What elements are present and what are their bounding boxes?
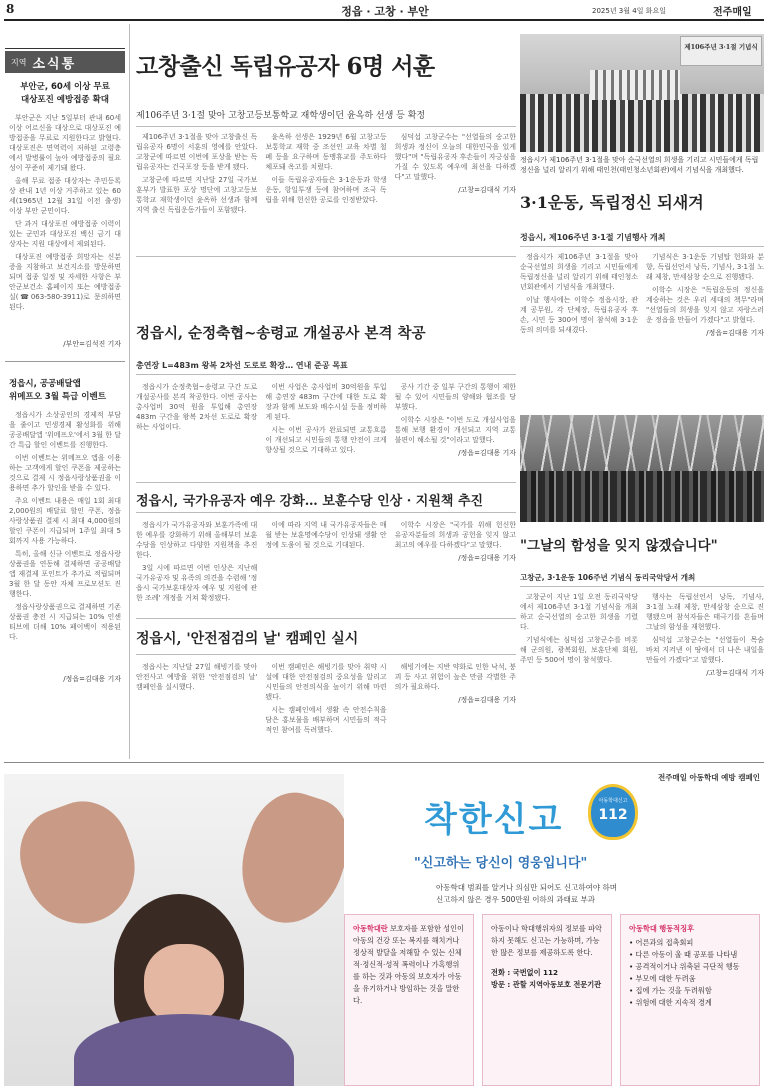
column-divider <box>136 618 516 619</box>
article4-paragraph: 이에 따라 지역 내 국가유공자들은 매월 받는 보훈명예수당이 인상돼 생활 안정에 도움이 될 것으로 기대된다. <box>265 521 387 549</box>
box2-visit: 방문 : 관할 지역아동보호 전문기관 <box>491 980 602 989</box>
ad-campaign-label: 전주매일 아동학대 예방 캠페인 <box>657 773 760 782</box>
sidebar-title-box <box>5 51 125 73</box>
audience-row <box>520 94 764 152</box>
article2-subhead-rule <box>520 246 764 247</box>
article6-subhead: 고창군, 3·1운동 106주년 기념식 동리국악당서 개최 <box>520 573 696 582</box>
ad-top-rule <box>4 762 764 763</box>
article2-col <box>646 252 764 402</box>
news1-headline-1: 부안군, 60세 이상 무료 <box>20 82 110 92</box>
ad-signs-box <box>620 914 760 1086</box>
article6-body <box>520 592 764 752</box>
article5-col <box>265 662 386 754</box>
news2-paragraph: 정읍시가 소상공인의 경제적 부담을 줄이고 민생경제 활성화를 위해 공공배달앱 '위메프오'에서 3월 한 달간 특급 할인 이벤트를 진행한다. <box>9 411 121 449</box>
article5-col <box>395 662 516 754</box>
crowd-heads <box>520 471 764 522</box>
article6-col <box>646 592 764 752</box>
article3-subhead-rule <box>136 374 516 375</box>
box2-text: 아동이나 학대행위자의 정보를 파악하지 못해도 신고는 가능하며, 가능한 많은 정보를 제공하도록 한다. <box>491 924 603 957</box>
article4-credit: /정읍=김대용 기자 <box>458 554 516 562</box>
article1-paragraph: 제106주년 3·1절을 맞아 고창출신 독립유공자 6명이 서훈의 영예를 안았다. 고창군에 따르면 이번에 포상을 받는 독립유공자는 건국포장 등을 받게 됐다. <box>136 133 258 171</box>
box3-item: • 집에 가는 것을 두려워함 <box>629 986 712 995</box>
box3-item: • 부모에 대한 두려움 <box>629 974 696 983</box>
article4-paragraph: 이학수 시장은 "국가를 위해 헌신한 유공자분들의 희생과 공헌을 잊지 않고 최고의 예우를 다하겠다"고 말했다. <box>394 521 516 549</box>
article1-paragraph: 윤옥하 선생은 1929년 6월 고창고등보통학교 재학 중 조선인 교육 차별 철폐 등을 요구하며 동맹휴교를 주도하다 체포돼 옥고를 치렀다. <box>265 133 387 171</box>
news2-headline-2: 위메프오 3월 특급 이벤트 <box>9 392 106 402</box>
box3-item: • 위험에 대한 지속적 경계 <box>629 998 712 1007</box>
article6-credit: /고창=김대식 기자 <box>706 669 764 677</box>
article1-subhead: 제106주년 3·1절 맞아 고창고등보통학교 재학생이던 윤옥하 선생 등 확정 <box>136 111 426 121</box>
article1-paragraph: 고창군에 따르면 지난달 27일 국가보훈부가 발표한 포상 명단에 고창고등보통학교 재학생이던 윤옥하 선생과 함께 지역 출신 독립운동가들이 포함됐다. <box>136 176 258 214</box>
article4-body <box>136 520 516 614</box>
news1-paragraph: 단 과거 대상포진 예방접종 이력이 있는 군민과 대상포진 백신 금기 대상자는 지원 대상에서 제외된다. <box>9 220 121 248</box>
article2-subhead: 정읍시, 제106주년 3·1절 기념행사 개최 <box>520 233 666 242</box>
ad-hand-left <box>7 789 151 939</box>
article6-subhead-rule <box>520 586 764 587</box>
page-header <box>0 0 768 20</box>
article4-col <box>136 520 257 614</box>
stage-banner-text: 제106주년 3·1절 기념식 <box>684 43 758 51</box>
badge-text: 아동학대신고 <box>598 798 628 804</box>
news1-paragraph: 대상포진 예방접종 희망자는 신분증을 지참하고 보건지소를 방문하면 되며 접종 일정 및 자세한 사항은 부안군보건소 홈페이지 또는 예방접종실(☎063-580-3911)로 문의하면 된다. <box>9 253 121 311</box>
ad-hand-right <box>226 782 344 937</box>
box3-item: • 어른과의 접촉회피 <box>629 938 694 947</box>
article2-paragraph: 이날 행사에는 이학수 정읍시장, 관계 공무원, 각 단체장, 독립유공자 후손, 시민 등 300여 명이 참석해 3·1운동의 의미를 되새겼다. <box>520 296 638 334</box>
header-rule <box>4 19 764 21</box>
article3-col <box>136 382 257 478</box>
crowd-photo-gochang <box>520 415 764 522</box>
ad-slogan: "신고하는 당신이 영웅입니다" <box>414 856 588 871</box>
paper-name: 전주매일 <box>713 7 752 18</box>
article5-paragraph: 정읍시는 지난달 27일 해빙기를 맞아 안전사고 예방을 위한 '안전점검의 날' 캠페인을 실시했다. <box>136 663 258 691</box>
article1-credit: /고창=김대식 기자 <box>458 186 516 194</box>
news2-paragraph: 이번 이벤트는 위메프오 앱을 이용하는 고객에게 할인 쿠폰을 제공하는 것으로 결제 시 정읍사랑상품권을 이용하면 추가 할인을 받을 수 있다. <box>9 454 121 492</box>
article4-headline-rule <box>136 512 516 513</box>
article6-col <box>520 592 638 752</box>
article5-col <box>136 662 257 754</box>
article4-col <box>265 520 386 614</box>
stage-backdrop <box>680 36 762 66</box>
news2-credit: /정읍=김대용 기자 <box>63 675 121 683</box>
box1-text <box>353 923 465 1007</box>
box1-lead: 아동학대란 <box>353 924 388 933</box>
article3-subhead: 총연장 L=483m 왕복 2차선 도로로 확장… 연내 준공 목표 <box>136 361 348 370</box>
article1-col <box>136 132 257 242</box>
news1-paragraph: 올해 무료 접종 대상자는 주민등록상 관내 1년 이상 거주하고 있는 60세(1965년 12월 31일 이전 출생) 이상 부안 군민이다. <box>9 177 121 215</box>
article4-col <box>395 520 516 614</box>
column-divider <box>136 256 516 257</box>
article3-col <box>395 382 516 478</box>
ad-girl-body <box>74 1014 294 1086</box>
news1-credit: /부안=김석진 기자 <box>63 340 121 348</box>
sidebar-title: 소식통 <box>32 56 77 72</box>
news1-paragraph: 부안군은 지난 5일부터 관내 60세 이상 어르신을 대상으로 대상포진 예방접종을 무료로 지원한다고 밝혔다. 대상포진은 면역력이 저하된 고령층에서 발병률이 높아 예방접종의 필요성이 꾸준히 제기돼 왔다. <box>9 114 121 172</box>
section-name: 정읍 · 고창 · 부안 <box>341 5 429 18</box>
article6-paragraph: 기념식에는 심덕섭 고창군수를 비롯해 군의원, 광복회원, 보훈단체 회원, 주민 등 500여 명이 참석했다. <box>520 636 638 664</box>
sidebar-label: 지역 <box>11 57 27 67</box>
article1-body <box>136 132 516 242</box>
article1-paragraph: 심덕섭 고창군수는 "선열들의 숭고한 희생과 정신이 오늘의 대한민국을 있게 했다"며 "독립유공자 후손들이 자긍심을 가질 수 있도록 예우에 최선을 다하겠다"고 말했다. <box>394 133 516 181</box>
article3-paragraph: 이번 사업은 총사업비 30억원을 투입해 총연장 483m 구간에 대한 도로 확장과 함께 보도와 배수시설 등을 정비하게 된다. <box>265 383 387 421</box>
article2-paragraph: 이학수 시장은 "독립운동의 정신을 계승하는 것은 우리 세대의 책무"라며 "선열들의 희생을 잊지 않고 자랑스러운 정읍을 만들어 가겠다"고 밝혔다. <box>646 286 764 324</box>
news2-paragraph: 특히, 올해 신규 이벤트로 정읍사랑상품권을 연동해 결제하면 공공배달앱 재결제 포인트가 추가로 적립되며 3월 한 달 동안 자체 프로모션도 진행한다. <box>9 550 121 598</box>
article3-credit: /정읍=김대용 기자 <box>458 449 516 457</box>
ad-description-1: 아동학대 범죄를 알거나 의심만 되어도 신고하여야 하며 <box>436 883 617 892</box>
ceremony-photo-jeongeup <box>520 34 764 152</box>
article6-paragraph: 행사는 독립선언서 낭독, 기념사, 3·1절 노래 제창, 만세삼창 순으로 진행됐으며 참석자들은 태극기를 흔들며 그날의 함성을 재현했다. <box>646 593 764 631</box>
badge-number: 112 <box>598 807 628 823</box>
article1-subhead-rule <box>136 126 516 127</box>
article5-credit: /정읍=김대용 기자 <box>458 696 516 704</box>
article1-headline: 고창출신 독립유공자 6명 서훈 <box>136 53 435 80</box>
article3-body <box>136 382 516 478</box>
sidebar-rule <box>129 24 130 759</box>
issue-date: 2025년 3월 4일 화요일 <box>592 7 666 15</box>
article2-col <box>520 252 638 402</box>
column-divider <box>136 482 516 483</box>
box3-item: • 공격적이거나 위축된 극단적 행동 <box>629 962 740 971</box>
article4-paragraph: 정읍시가 국가유공자와 보훈가족에 대한 예우를 강화하기 위해 올해부터 보훈수당을 인상하고 다양한 지원책을 추진한다. <box>136 521 258 559</box>
sidebar-news-2 <box>5 378 125 684</box>
article5-paragraph: 해빙기에는 지반 약화로 인한 낙석, 붕괴 등 사고 위험이 높은 만큼 각별한 주의가 필요하다. <box>394 663 516 691</box>
article2-headline: 3·1운동, 독립정신 되새겨 <box>520 193 704 212</box>
ad-definition-box <box>344 914 474 1086</box>
article3-paragraph: 이학수 시장은 "이번 도로 개설사업을 통해 보행 환경이 개선되고 지역 교통 불편이 해소될 것"이라고 말했다. <box>394 416 516 444</box>
article1-paragraph: 이들 독립유공자들은 3·1운동과 학생운동, 항일투쟁 등에 참여하며 조국 독립을 위해 헌신한 공로를 인정받았다. <box>265 176 387 204</box>
ad-campaign <box>4 764 764 1086</box>
article4-headline: 정읍시, 국가유공자 예우 강화… 보훈수당 인상 · 지원책 추진 <box>136 494 484 509</box>
police-112-icon <box>588 784 638 840</box>
news2-body <box>9 410 121 672</box>
ad-photo <box>4 774 344 1086</box>
news2-paragraph: 정읍사랑상품권으로 결제하면 기존 상품권 충전 시 지급되는 10% 인센티브에 더해 10% 페이백이 적용된다. <box>9 603 121 641</box>
article5-headline: 정읍시, '안전점검의 날' 캠페인 실시 <box>136 631 359 647</box>
ad-report-box <box>482 914 612 1086</box>
photo1-caption: 정읍시가 제106주년 3·1절을 맞아 순국선열의 희생을 기리고 시민들에게 독립정신을 널리 알리기 위해 태인천(태인청소년회관)에서 기념식을 개최했다. <box>520 156 759 174</box>
sidebar-divider <box>5 361 125 362</box>
article2-paragraph: 정읍시가 제106주년 3·1절을 맞아 순국선열의 희생을 기리고 시민들에게 독립정신을 널리 알리기 위해 태인청소년회관에서 기념식을 개최했다. <box>520 253 638 291</box>
news2-headline-1: 정읍시, 공공배달앱 <box>9 379 81 389</box>
news2-paragraph: 주요 이벤트 내용은 매일 1회 최대 2,000원의 배달료 할인 쿠폰, 정읍사랑상품권 결제 시 최대 4,000원의 할인 쿠폰이 지급되며 1주일 최대 5회까지 사용 가능하다. <box>9 497 121 545</box>
article1-col <box>265 132 386 242</box>
article3-headline: 정읍시, 순정축협~송령교 개설공사 본격 착공 <box>136 325 426 342</box>
page-number: 8 <box>6 2 15 16</box>
article4-paragraph: 3일 시에 따르면 이번 인상은 지난해 국가유공자 및 유족의 의견을 수렴해 '정읍시 국가보훈대상자 예우 및 지원에 관한 조례' 개정을 거쳐 확정됐다. <box>136 564 258 602</box>
ad-title: 착한신고 <box>424 800 564 840</box>
article6-paragraph: 심덕섭 고창군수는 "선열들이 목숨 바쳐 지켜낸 이 땅에서 더 나은 내일을 만들어 가겠다"고 말했다. <box>646 636 764 664</box>
article5-headline-rule <box>136 654 516 655</box>
article5-body <box>136 662 516 754</box>
article3-col <box>265 382 386 478</box>
ad-description-2: 신고하지 않은 경우 500만원 이하의 과태료 부과 <box>436 895 596 904</box>
ad-girl-face <box>144 944 224 1024</box>
article2-credit: /정읍=김대용 기자 <box>706 329 764 337</box>
news1-body <box>9 113 121 337</box>
stage-people <box>590 70 680 100</box>
sidebar-news-1 <box>5 73 125 349</box>
quote-headline: "그날의 함성을 잊지 않겠습니다" <box>520 538 718 554</box>
article6-paragraph: 고창군이 지난 1일 오전 동리국악당에서 제106주년 3·1절 기념식을 개최하고 순국선열의 숭고한 희생을 기렸다. <box>520 593 638 631</box>
box3-item: • 다른 아동이 울 때 공포를 나타냄 <box>629 950 738 959</box>
article1-col <box>395 132 516 242</box>
box1-body: 보호자를 포함한 성인이 아동의 건강 또는 복지를 해치거나 정상적 발달을 저해할 수 있는 신체적·정신적·성적 폭력이나 가혹행위를 하는 것과 아동의 보호자가 아동을 유기하거나 방임하는 것을 말한다. <box>353 924 465 1005</box>
article5-paragraph: 시는 캠페인에서 생활 속 안전수칙을 담은 홍보물을 배부하며 시민들의 적극적인 참여를 독려했다. <box>265 706 387 734</box>
article2-body <box>520 252 764 402</box>
box2-phone: 전화 : 국번없이 112 <box>491 968 559 977</box>
article2-paragraph: 기념식은 3·1운동 기념탑 헌화와 분향, 독립선언서 낭독, 기념사, 3·1절 노래 제창, 만세삼창 순으로 진행됐다. <box>646 253 764 281</box>
article3-paragraph: 정읍시가 순정축협~송령교 구간 도로 개설공사를 본격 착공한다. 이번 공사는 총사업비 30억 원을 투입해 총연장 483m 구간을 왕복 2차선 도로로 확장하는 사업이다. <box>136 383 258 431</box>
article3-paragraph: 시는 이번 공사가 완료되면 교통흐름이 개선되고 시민들의 통행 안전이 크게 향상될 것으로 기대하고 있다. <box>265 426 387 454</box>
box3-title: 아동학대 행동적징후 <box>629 924 694 933</box>
article5-paragraph: 이번 캠페인은 해빙기를 맞아 취약 시설에 대한 안전점검의 중요성을 알리고 시민들의 안전의식을 높이기 위해 마련됐다. <box>265 663 387 701</box>
news1-headline-2: 대상포진 예방접종 확대 <box>20 95 110 105</box>
article3-paragraph: 공사 기간 중 일부 구간의 통행이 제한될 수 있어 시민들의 양해와 협조를 당부했다. <box>394 383 516 411</box>
